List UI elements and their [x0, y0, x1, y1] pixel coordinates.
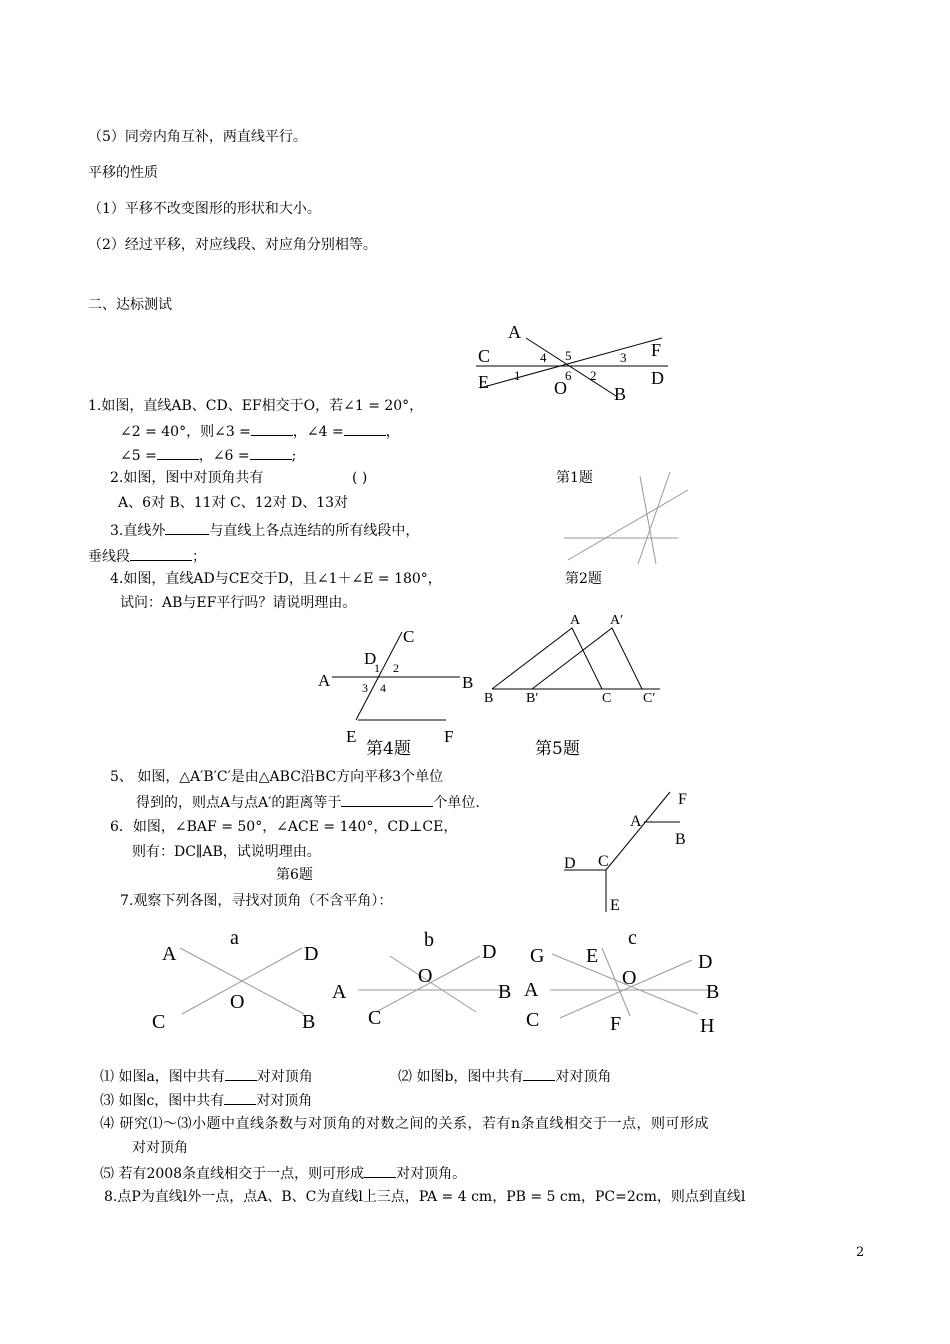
angle-1: 1 [374, 661, 380, 675]
q5-figure [480, 606, 680, 716]
label-c-g: G [530, 945, 545, 967]
label-o: O [554, 378, 567, 398]
label-c-d: D [698, 951, 713, 973]
label-c-o: O [622, 967, 637, 989]
label-b-d: D [482, 941, 497, 963]
q7-sub4: ⑷ 研究⑴～⑶小题中直线条数与对顶角的对数之间的关系，若有n条直线相交于一点，则可形成 [100, 1116, 709, 1132]
label-b: B [614, 384, 627, 404]
q7-sub3: ⑶ 如图c，图中共有 对对顶角 [100, 1090, 312, 1110]
q2-line1: 2.如图，图中对顶角共有 [110, 470, 264, 486]
q1-line2: ∠2 = 40°，则∠3 = ，∠4 = ， [120, 421, 400, 441]
q7-blank-2[interactable] [523, 1066, 555, 1081]
line-ab [526, 338, 616, 396]
label-a-a: A [162, 943, 177, 965]
q6-line2: 则有：DC∥AB，试说明理由。 [132, 844, 321, 860]
line-ce [356, 632, 402, 720]
q1-line1: 1.如图，直线AB、CD、EF相交于O，若∠1 = 20°， [88, 398, 424, 414]
angle-4: 4 [380, 681, 386, 695]
label-c-name: c [628, 927, 637, 949]
q6-line1: 6．如图，∠BAF = 50°，∠ACE = 140°，CD⊥CE， [110, 819, 458, 835]
q1-figure [470, 318, 675, 410]
label-b-o: O [418, 965, 433, 987]
label-c-h: H [700, 1015, 715, 1037]
q7-figures [140, 920, 740, 1040]
label-a-o: O [230, 991, 245, 1013]
label-c: C [478, 346, 491, 366]
page-number: 2 [856, 1245, 865, 1260]
label-b-a: A [332, 981, 347, 1003]
review-item-5: （5）同旁内角互补，两直线平行。 [88, 129, 307, 145]
q7-line1: 7.观察下列各图，寻找对顶角（不含平角）： [120, 893, 393, 909]
label-a: A [508, 322, 521, 342]
label-a-d: D [304, 943, 319, 965]
q1-line3: ∠5 = ，∠6 = ; [120, 445, 296, 465]
q1-blank-5[interactable] [157, 445, 199, 460]
line-fc [606, 792, 670, 870]
q7-sub4-cont: 对对顶角 [132, 1140, 188, 1156]
q6-caption: 第6题 [276, 867, 313, 883]
label-e: E [610, 897, 620, 914]
q6-figure [560, 786, 700, 916]
label-d: D [564, 855, 576, 872]
q7-figure-a [152, 927, 318, 1033]
q3-blank-2[interactable] [130, 546, 192, 561]
q8-line1: 8.点P为直线l外一点，点A、B、C为直线l上三点，PA = 4 cm，PB = 5 cm，PC=2cm，则点到直线l [104, 1189, 746, 1205]
q7-sub1: ⑴ 如图a，图中共有 对对顶角 [100, 1066, 313, 1086]
angle-6: 6 [565, 368, 572, 383]
q1-blank-6[interactable] [250, 445, 292, 460]
angle-2: 2 [590, 368, 597, 383]
label-f: F [678, 791, 687, 808]
label-b: B [462, 673, 474, 692]
label-a2: A′ [610, 613, 624, 628]
angle-5: 5 [565, 348, 572, 363]
q7-blank-3[interactable] [224, 1090, 256, 1105]
q2-caption: 第2题 [565, 571, 602, 587]
q7-sub2: ⑵ 如图b，图中共有 对对顶角 [398, 1066, 611, 1086]
label-d: D [651, 368, 664, 388]
label-c-c: C [526, 1009, 540, 1031]
q1-blank-4[interactable] [344, 421, 386, 436]
label-c: C [598, 853, 609, 870]
label-b: B [484, 691, 494, 706]
label-c2: C′ [643, 691, 656, 706]
label-a: A [318, 671, 331, 690]
q3-blank-1[interactable] [165, 520, 209, 535]
label-a-b: B [302, 1011, 316, 1033]
translation-property-1: （1）平移不改变图形的形状和大小。 [88, 201, 321, 217]
label-f: F [651, 340, 662, 360]
label-c: C [602, 691, 612, 706]
label-b-b: B [498, 981, 512, 1003]
label-c-a: A [524, 979, 539, 1001]
label-c-b: B [706, 981, 720, 1003]
label-a-c: C [152, 1011, 166, 1033]
q3-line2: 垂线段 ； [88, 546, 206, 566]
q1-caption: 第1题 [556, 470, 593, 486]
label-f: F [444, 727, 454, 746]
q1-blank-3[interactable] [251, 421, 293, 436]
q2-answer-paren[interactable]: ( ) [352, 470, 368, 486]
q7-figure-b [332, 929, 511, 1029]
label-a: A [570, 613, 581, 628]
label-c-f: F [610, 1013, 622, 1035]
angle-1: 1 [514, 368, 521, 383]
q3-line1: 3.直线外 与直线上各点连结的所有线段中， [110, 520, 419, 540]
q4-line2: 试问：AB与EF平行吗？请说明理由。 [120, 595, 357, 611]
label-b2: B′ [526, 691, 539, 706]
label-b-name: b [424, 929, 434, 951]
angle-2: 2 [393, 661, 399, 675]
q2-figure [560, 470, 690, 570]
label-c-e: E [586, 945, 599, 967]
angle-3: 3 [362, 681, 368, 695]
angle-3: 3 [620, 350, 627, 365]
label-b-c: C [368, 1007, 382, 1029]
label-d: D [364, 649, 377, 668]
q5-line2: 得到的，则点A与点A′的距离等于 个单位. [136, 792, 480, 812]
q4-line1: 4.如图，直线AD与CE交于D，且∠1＋∠E = 180°， [110, 571, 442, 587]
label-e: E [346, 727, 357, 746]
label-a: A [630, 813, 642, 830]
q7-blank-1[interactable] [225, 1066, 257, 1081]
q4-caption: 第4题 [366, 739, 411, 759]
label-b: B [675, 831, 686, 848]
label-e: E [478, 372, 489, 392]
q5-blank[interactable] [341, 792, 433, 807]
q5-line1: 5、 如图，△A′B′C′是由△ABC沿BC方向平移3个单位 [110, 769, 444, 785]
triangle-abc [492, 628, 602, 689]
q2-options: A、6对 B、11对 C、12对 D、13对 [118, 495, 349, 511]
q7-blank-5[interactable] [364, 1163, 396, 1178]
translation-property-2: （2）经过平移，对应线段、对应角分别相等。 [88, 237, 377, 253]
label-c: C [403, 627, 415, 646]
q7-sub5: ⑸ 若有2008条直线相交于一点，则可形成 对对顶角。 [100, 1163, 466, 1183]
section-title: 二、达标测试 [88, 297, 172, 313]
angle-4: 4 [540, 350, 547, 365]
label-a-name: a [230, 927, 239, 949]
translation-title: 平移的性质 [88, 165, 158, 181]
q5-caption: 第5题 [535, 739, 580, 759]
q7-figure-c [524, 927, 719, 1037]
